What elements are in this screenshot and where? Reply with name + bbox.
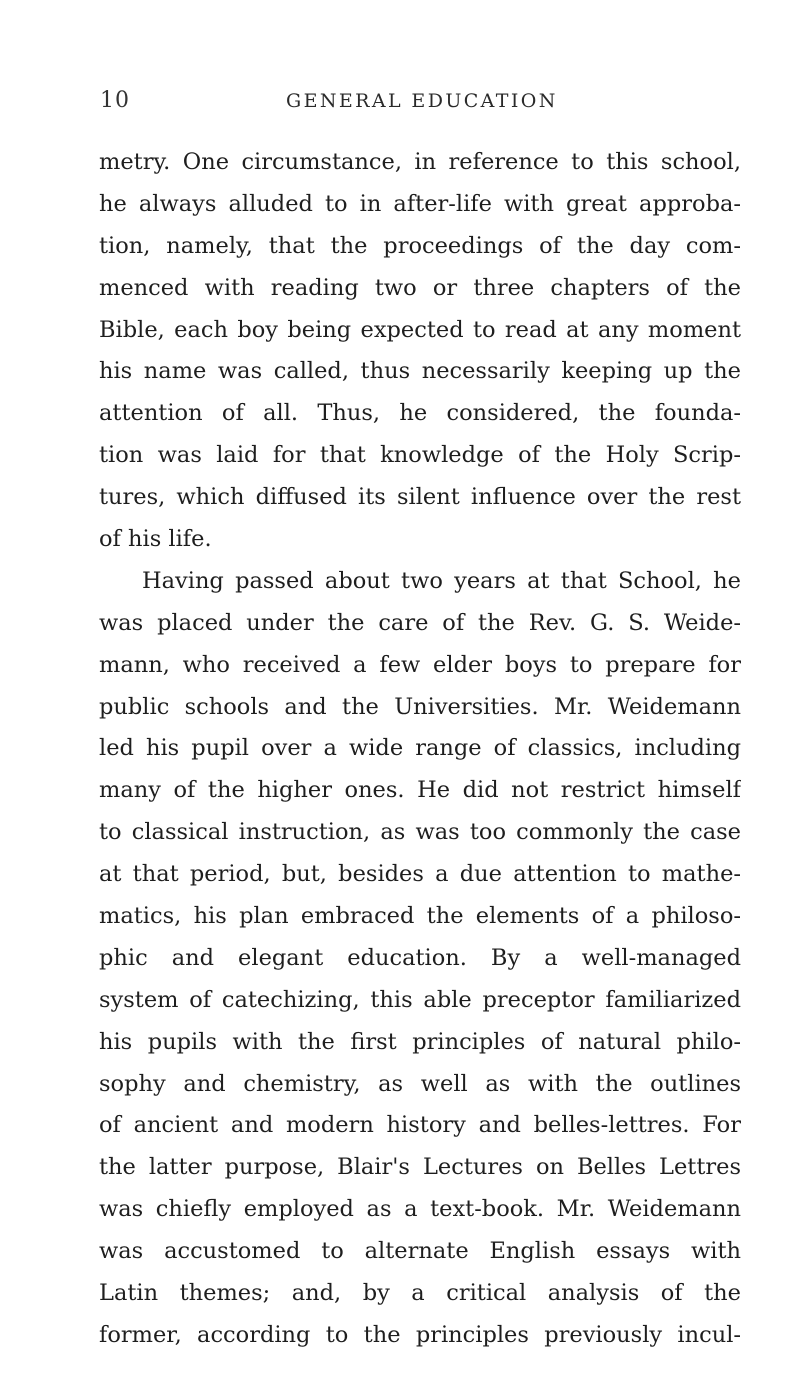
text-line: was placed under the care of the Rev. G. S. Weide- <box>99 609 741 636</box>
text-line: the latter purpose, Blair's Lectures on Belles Lettres <box>99 1154 741 1181</box>
text-line: many of the higher ones. He did not restrict himself <box>99 777 741 804</box>
paragraph-start-line: Having passed about two years at that School, he <box>142 567 741 594</box>
text-line: tures, which diffused its silent influence over the rest <box>99 484 741 511</box>
paragraph-end-line: of his life. <box>99 526 212 553</box>
text-line: system of catechizing, this able preceptor familiarized <box>99 986 741 1013</box>
text-line: of ancient and modern history and belles-lettres. For <box>99 1112 741 1139</box>
text-line: metry. One circumstance, in reference to this school, <box>99 149 741 175</box>
text-line: matics, his plan embraced the elements of a philoso- <box>99 903 741 930</box>
text-line: phic and elegant education. By a well-managed <box>99 944 741 971</box>
text-line: menced with reading two or three chapters of the <box>99 274 741 301</box>
text-line: he always alluded to in after-life with great approba- <box>99 190 741 217</box>
text-line: at that period, but, besides a due attention to mathe- <box>99 861 741 888</box>
running-title: GENERAL EDUCATION <box>286 90 558 112</box>
text-line: tion, namely, that the proceedings of the day com- <box>99 232 741 259</box>
text-line: public schools and the Universities. Mr. Weidemann <box>99 693 741 720</box>
page-header <box>100 88 740 118</box>
text-line: mann, who received a few elder boys to prepare for <box>99 651 741 678</box>
text-line: sophy and chemistry, as well as with the outlines <box>99 1070 741 1097</box>
text-line: led his pupil over a wide range of classics, including <box>99 735 741 762</box>
text-line: tion was laid for that knowledge of the Holy Scrip- <box>99 442 741 469</box>
text-line: was accustomed to alternate English essays with <box>99 1238 741 1265</box>
text-line: former, according to the principles previously incul- <box>99 1321 741 1348</box>
body-text <box>99 142 741 1357</box>
text-line: his name was called, thus necessarily keeping up the <box>99 358 741 385</box>
text-line: to classical instruction, as was too commonly the case <box>99 819 741 846</box>
text-line: Bible, each boy being expected to read at any moment <box>99 316 741 343</box>
text-line: his pupils with the first principles of natural philo- <box>99 1028 741 1055</box>
text-line: attention of all. Thus, he considered, the founda- <box>99 400 741 427</box>
page-number: 10 <box>100 88 130 113</box>
text-line: Latin themes; and, by a critical analysis of the <box>99 1280 741 1307</box>
text-line: was chiefly employed as a text-book. Mr. Weidemann <box>99 1196 741 1223</box>
